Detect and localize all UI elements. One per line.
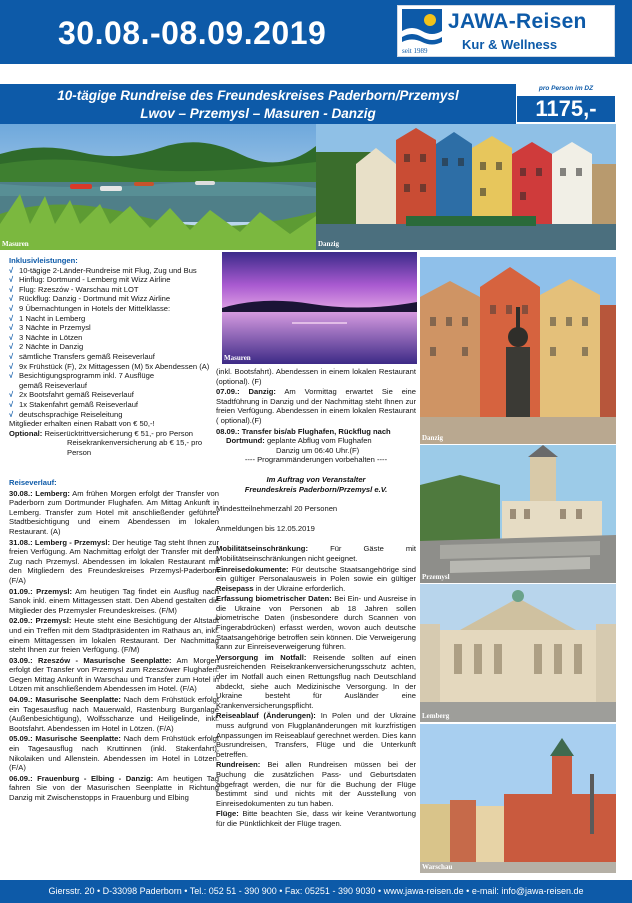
notice-text: Bei Ein- und Ausreise in die Ukraine von Personen ab 18 Jahren sollen biometrische Daten (insbesondere durch Scannen von Fingerabdrücken) erfasst werden, wovon auch deutsche Staatsangehörige betroffen sein können. Die Verweigerung kann zur Einreiseverweigerung führen.: [216, 594, 416, 652]
notice-text: Für deutsche Staatsangehörige sind ein gültiger Personalausweis in Polen sowie ein gültiger: [216, 564, 416, 584]
optional-label: Optional:: [9, 428, 43, 438]
notice: [216, 544, 416, 563]
notice-label: Versorgung im Notfall:: [216, 652, 307, 662]
inclusive-item: √ Besichtigungsprogramm inkl. 7 Ausflüge: [9, 371, 219, 381]
day-text: geplante Abflug vom Flughafen: [266, 436, 372, 446]
day-text: Danzig um 06:40 Uhr.(F): [276, 445, 360, 455]
wave-logo-icon: [402, 9, 442, 47]
member-discount: Mitglieder erhalten einen Rabatt von € 50,-!: [9, 419, 155, 429]
itinerary-heading: Reiseverlauf:: [9, 478, 57, 487]
day-label: 31.08.: Lemberg - Przemysl:: [9, 537, 110, 547]
photo-masuren-river: [0, 124, 316, 250]
notice-label: Erfassung biometrischer Daten:: [216, 594, 332, 604]
itinerary-day: [9, 616, 219, 654]
price-label: pro Person im DZ: [538, 85, 594, 92]
photo-danzig-houses: [316, 124, 616, 250]
day-label: 06.09.: Frauenburg - Elbing - Danzig:: [9, 773, 154, 783]
inclusive-item: √ 3 Nächte in Przemysl: [9, 323, 219, 333]
day-label: 04.09.: Masurische Seenplatte:: [9, 695, 121, 705]
contact-footer[interactable]: Giersstr. 20 • D-33098 Paderborn • Tel.: 052 51 - 390 900 • Fax: 05251 - 390 9030 • www.jawa-reisen.de • e-mail: info@jawa-reisen.de: [0, 880, 632, 903]
inclusive-heading: Inklusivleistungen:: [9, 256, 78, 265]
day-text: Nach dem Frühstück erfolgt ein Tagesausflug nach Kruttinnen (inkl. Stakenfahrt), Nikolaiken und Allenstein. Abendessen im Hotel in Lötzen. (F/A): [9, 734, 219, 773]
inclusive-item: √ 2x Bootsfahrt gemäß Reiseverlauf: [9, 390, 219, 400]
jawa-logo[interactable]: [397, 5, 615, 57]
notice: [216, 594, 416, 652]
organizer-line1: Im Auftrag von Veranstalter: [266, 474, 366, 484]
photo-caption: Przemysl: [422, 573, 450, 581]
day-text: Am Morgen erfolgt der Transfer von Przemysl zum Rzeszówer Flughafen. Gegen Mittag Ankunft in Warschau und Transfer zum Hotel in Lötzen mit anschließendem Abendessen im Hotel. (F/A): [9, 655, 219, 694]
day-label: Dortmund:: [226, 436, 265, 446]
optional-item: Reisekrankenversicherung ab € 15,- pro Person: [67, 438, 203, 457]
day-text: Am Vormittag erwartet Sie eine Stadtführung in Danzig und der Nachmittag steht Ihnen zur freien Verfügung. Abendessen in einem lokalen Restaurant ( optional).(F): [216, 387, 416, 425]
itinerary: [9, 478, 219, 803]
itinerary-cont: (inkl. Bootsfahrt). Abendessen in einem lokalen Restaurant (optional). (F): [216, 367, 416, 386]
notice: [216, 711, 416, 759]
photo-caption: Lemberg: [422, 712, 450, 720]
day-label: 30.08.: Lemberg:: [9, 488, 70, 498]
header-bar: [0, 0, 632, 64]
travel-dates: 30.08.-08.09.2019: [58, 15, 327, 51]
day-text: Am heutigen Tag fahren Sie von der Masurischen Seenplatte in Richtung Danzig mit Zwischenstopps in Frauenburg und Elbing: [9, 773, 219, 802]
price-value: 1175,-: [517, 96, 615, 122]
itinerary-day: [9, 774, 219, 803]
notice-label: Mobilitätseinschränkung:: [216, 544, 308, 554]
day-label: 02.09.: Przemysl:: [9, 616, 72, 626]
photo-caption: Masuren: [224, 354, 251, 362]
notice: [216, 565, 416, 594]
photo-masuren-lake: [222, 252, 417, 364]
photo-warschau: [420, 724, 616, 873]
day-text: Am heutigen Tag findet ein Ausflug nach Sanok inkl. einem Mittagessen statt. Den Abend gestalten die Mitglieder des Przemysler Freundeskreises. (F/M): [9, 586, 219, 615]
program-changes-note: ---- Programmänderungen vorbehalten ----: [244, 455, 388, 465]
itinerary-day: [216, 387, 416, 425]
inclusive-item: √ Rückflug: Danzig - Dortmund mit Wizz Airline: [9, 294, 219, 304]
day-label: 08.09.: Transfer bis/ab Flughafen, Rückflug nach: [216, 426, 391, 436]
logo-name: JAWA-Reisen: [448, 10, 587, 33]
notice-label: Reiseablauf (Änderungen):: [216, 711, 316, 721]
tour-title: [0, 84, 516, 124]
notice-text: in der Ukraine erforderlich.: [255, 583, 346, 593]
day-text: Am frühen Morgen erfolgt der Transfer von Paderborn zum Dortmunder Flughafen. Am Mittag Ankunft in Lemberg. Transfer zum Hotel mit anschließender geführter Stadtbesichtigung und einem Abendessen im lokalen Restaurant. (A): [9, 488, 219, 536]
notice-emphasis: Reisepass: [216, 583, 254, 593]
itinerary-day: [9, 587, 219, 616]
inclusive-item: √ Flug: Rzeszów - Warschau mit LOT: [9, 285, 219, 295]
itinerary-day: [9, 538, 219, 586]
itinerary-day: [9, 695, 219, 733]
day-label: 05.09.: Masurische Seenplatte:: [9, 734, 121, 744]
photo-caption: Danzig: [318, 240, 339, 248]
itinerary-day: [9, 734, 219, 772]
tour-title-line2: Lwov – Przemysl – Masuren - Danzig: [140, 106, 376, 121]
notice-label: Flüge:: [216, 809, 239, 819]
itinerary-continued: [216, 366, 416, 829]
day-label: 01.09.: Przemysl:: [9, 586, 73, 596]
organizer-line2: Freundeskreis Paderborn/Przemysl e.V.: [244, 484, 388, 494]
inclusive-item: √ Hinflug: Dortmund - Lemberg mit Wizz Airline: [9, 275, 219, 285]
photo-caption: Danzig: [422, 434, 443, 442]
notice-text: Bitte beachten Sie, dass wir keine Verantwortung für die Pünktlichkeit der Flüge tragen.: [216, 809, 416, 828]
inclusive-item: √ 2 Nächte in Danzig: [9, 342, 219, 352]
notice-label: Rundreisen:: [216, 760, 261, 770]
logo-since: seit 1989: [402, 47, 428, 55]
itinerary-day: [9, 656, 219, 694]
day-text: Der heutige Tag steht Ihnen zur freien Verfügung. Am Nachmittag erfolgt der Transfer mit dem Zug nach Przemysl. Abendessen im lokalen Restaurant mit den Mitgliedern des Freundeskreises Przemysl-Paderborn (F/A): [9, 537, 219, 585]
inclusive-item: √ sämtliche Transfers gemäß Reiseverlauf: [9, 352, 219, 362]
inclusive-item: √ 9x Frühstück (F), 2x Mittagessen (M) 5x Abendessen (A): [9, 362, 219, 372]
registration-deadline: Anmeldungen bis 12.05.2019: [216, 523, 315, 533]
photo-caption: Warschau: [422, 863, 453, 871]
photo-caption: Masuren: [2, 240, 29, 248]
notice-label: Einreisedokumente:: [216, 564, 289, 574]
min-participants: Mindestteilnehmerzahl 20 Personen: [216, 504, 338, 514]
notice: [216, 809, 416, 828]
day-text: Heute steht eine Besichtigung der Altstadt und ein Treffen mit dem Stadtpräsidenten im Rathaus an, inkl. einem Mittagessen im lokalen Restaurant. Der Nachmittag steht Ihnen zur freien Verfügung. (F/M): [9, 616, 219, 655]
inclusive-services: [9, 256, 219, 457]
day-label: 03.09.: Rzeszów - Masurische Seenplatte:: [9, 655, 172, 665]
inclusive-item: √ deutschsprachige Reiseleitung: [9, 410, 219, 420]
notice-text: Reisende sollten auf einen ausreichenden Reisekrankenversicherungsschutz achten, der im Notfall auch einen Rettungsflug nach Deutschland abdeckt, siehe auch Medizinische Versorgung. In der Ukraine besteht für Ausländer eine Krankenversicherungspflicht.: [216, 652, 416, 710]
notice-text: Für Gäste mit Mobilitätseinschränkungen nicht geeignet.: [216, 544, 416, 563]
notice-text: In Polen und der Ukraine muss aufgrund von Flugplanänderungen mit kurzfristigen Anpassungen im Reiseablauf gerechnet werden. Dies kann Busrundreisen, Transfers, Flüge und die Unterkunft betreffen.: [216, 711, 416, 759]
inclusive-item: √ 1x Stakenfahrt gemäß Reiseverlauf: [9, 400, 219, 410]
photo-danzig-fountain: [420, 257, 616, 444]
photo-lemberg-opera: [420, 584, 616, 722]
inclusive-item: √ 9 Übernachtungen in Hotels der Mittelklasse:: [9, 304, 219, 314]
itinerary-day: [9, 489, 219, 537]
notice: [216, 760, 416, 808]
tour-title-line1: 10-tägige Rundreise des Freundeskreises Paderborn/Przemysl: [57, 88, 459, 103]
optional-item: Reiserücktrittversicherung € 51,- pro Person: [44, 428, 194, 438]
inclusive-item: √ 1 Nacht in Lemberg: [9, 314, 219, 324]
inclusive-item-cont: gemäß Reiseverlauf: [19, 380, 87, 390]
logo-subtitle: Kur & Wellness: [462, 37, 558, 52]
inclusive-item: √ 3 Nächte in Lötzen: [9, 333, 219, 343]
notice: [216, 653, 416, 711]
photo-przemysl: [420, 445, 616, 583]
inclusive-item: √ 10-tägige 2-Länder-Rundreise mit Flug, Zug und Bus: [9, 266, 219, 276]
itinerary-day: [216, 436, 416, 446]
day-label: 07.09.: Danzig:: [216, 387, 276, 397]
day-text: Nach dem Frühstück erfolgt ein Tagesausflug nach Mauerwald, Rastenburg Burganlage (Außenbesichtigung), Wolfsschanze und Heiligelinde, inkl. Bootsfahrt. Abendessen im Hotel in Lötzen. (F/A): [9, 695, 219, 733]
notice-text: Bei allen Rundreisen müssen bei der Buchung die zusätzlichen Pass- und Geburtsdaten abgefragt werden, die nur für die Buchung der Flüge bestimmt sind und nichts mit der Ausstellung von Einreisedokumenten zu tun haben.: [216, 760, 416, 808]
